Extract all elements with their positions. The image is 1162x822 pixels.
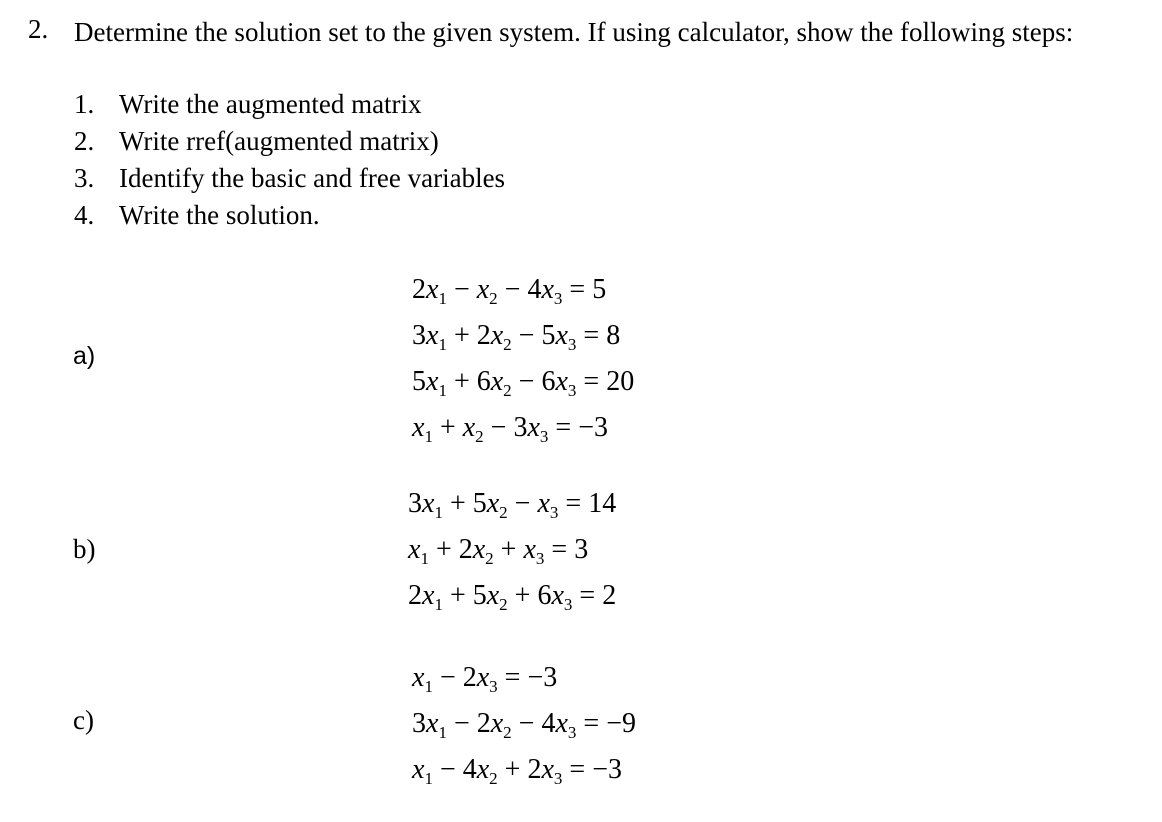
problem-statement: Determine the solution set to the given system. If using calculator, show the following steps: xyxy=(74,17,1074,47)
steps-list xyxy=(74,86,505,234)
equation: $x_1 + 2x_2 + x_3 = 3$ xyxy=(408,534,589,568)
step-text: Write the augmented matrix xyxy=(119,89,422,119)
part-a-system xyxy=(412,267,634,451)
equation: $3x_1 - 2x_2 - 4x_3 = -9$ xyxy=(412,708,636,742)
equation: $x_1 - 4x_2 + 2x_3 = -3$ xyxy=(412,754,622,788)
part-b-label: b) xyxy=(73,534,96,564)
step-number: 1. xyxy=(74,89,95,119)
part-c-label: c) xyxy=(73,705,94,735)
equation: $3x_1 + 5x_2 - x_3 = 14$ xyxy=(408,488,617,522)
step-text: Identify the basic and free variables xyxy=(119,163,506,193)
part-a-label: a) xyxy=(73,342,96,370)
step-item xyxy=(74,160,505,197)
step-number: 2. xyxy=(74,126,95,156)
equation: $5x_1 + 6x_2 - 6x_3 = 20$ xyxy=(412,366,635,400)
step-item xyxy=(74,123,505,160)
part-b-system xyxy=(408,481,616,619)
problem-number: 2. xyxy=(28,14,49,44)
step-text: Write rref(augmented matrix) xyxy=(119,126,439,156)
step-item xyxy=(74,197,505,234)
part-c-system xyxy=(412,655,636,793)
equation: $x_1 - 2x_3 = -3$ xyxy=(412,662,558,696)
equation: $2x_1 + 5x_2 + 6x_3 = 2$ xyxy=(408,580,617,614)
step-item xyxy=(74,86,505,123)
step-text: Write the solution. xyxy=(119,200,320,230)
equation: $2x_1 - x_2 - 4x_3 = 5$ xyxy=(412,274,607,308)
step-number: 4. xyxy=(74,200,95,230)
equation: $3x_1 + 2x_2 - 5x_3 = 8$ xyxy=(412,320,621,354)
equation: $x_1 + x_2 - 3x_3 = -3$ xyxy=(412,412,608,446)
step-number: 3. xyxy=(74,163,95,193)
